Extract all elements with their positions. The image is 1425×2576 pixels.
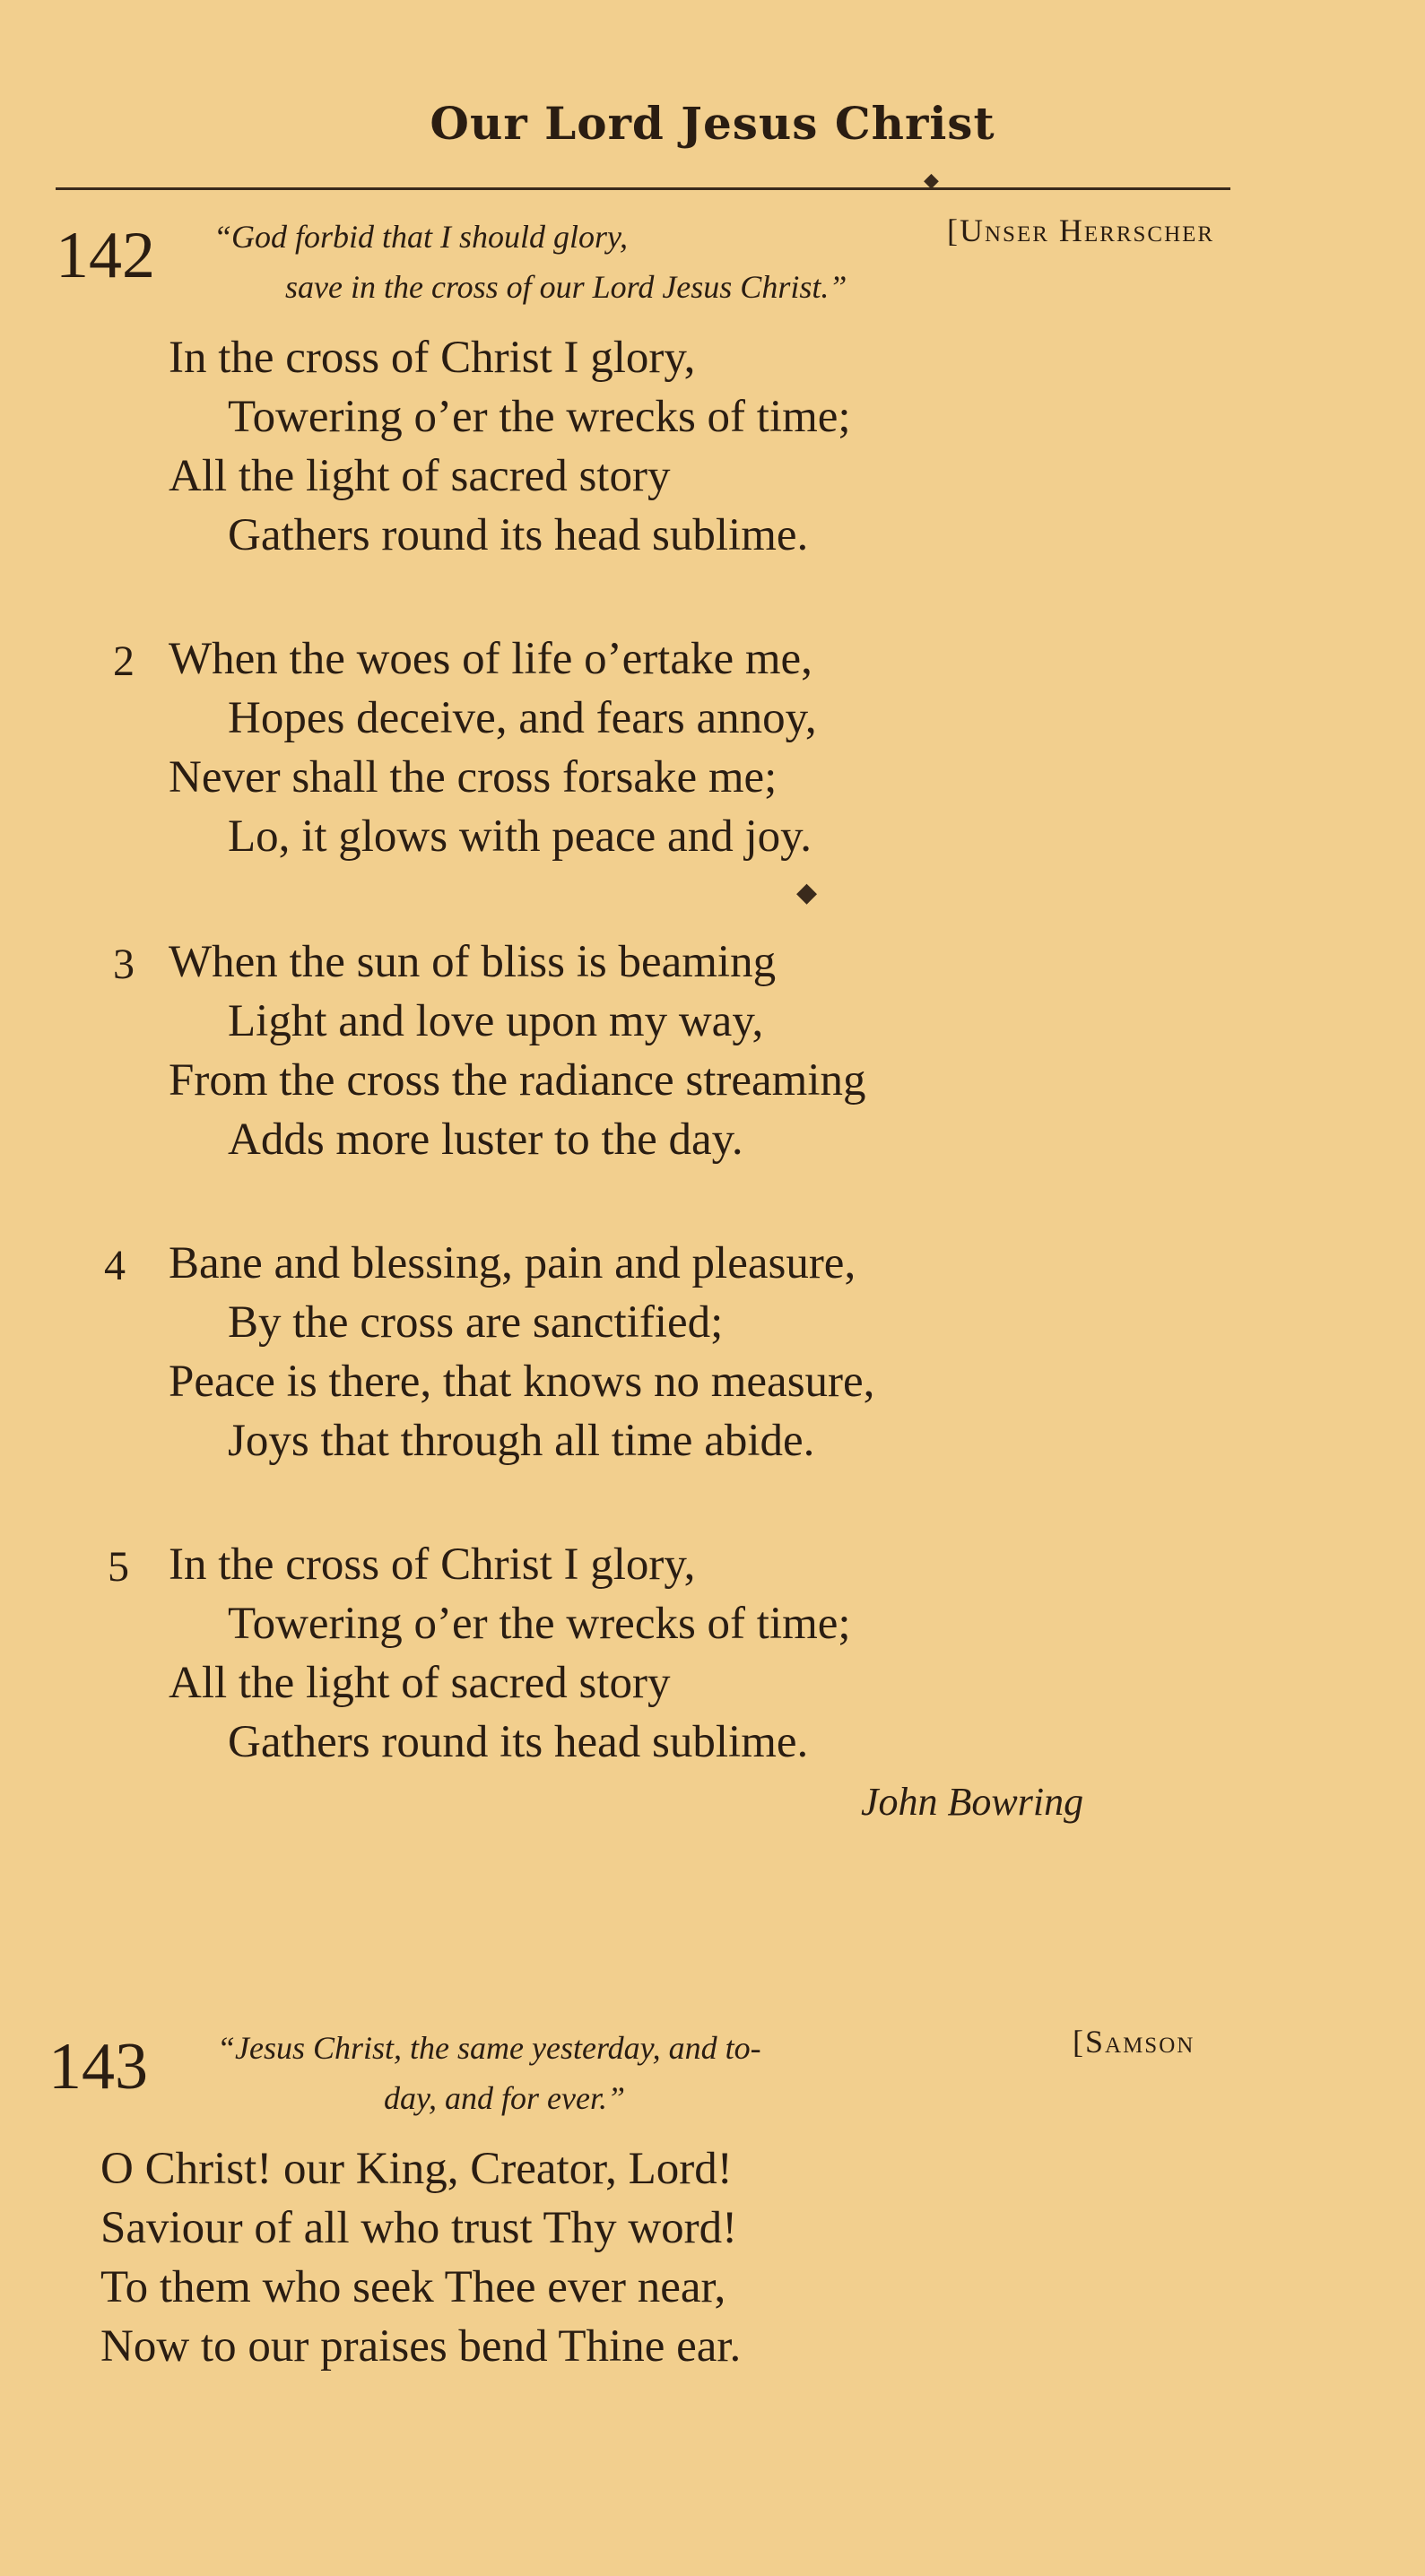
verse-line: Towering o’er the wrecks of time;	[228, 392, 851, 442]
stanza-number: 4	[104, 1242, 126, 1289]
hymn-epigraph-line2: day, and for ever.”	[384, 2080, 625, 2116]
verse-line: Joys that through all time abide.	[228, 1416, 815, 1466]
ornament-dot-icon: ◆	[924, 169, 939, 191]
ornament-icon: ◆	[796, 878, 818, 907]
verse-line: Hopes deceive, and fears annoy,	[228, 693, 817, 743]
verse-line: Gathers round its head sublime.	[228, 1717, 809, 1767]
verse-line: Gathers round its head sublime.	[228, 510, 809, 560]
verse-line: When the woes of life o’ertake me,	[169, 634, 812, 684]
running-title: Our Lord Jesus Christ	[430, 97, 995, 150]
stanza-number: 3	[113, 941, 135, 988]
verse-line: Never shall the cross forsake me;	[169, 752, 778, 802]
verse-line: By the cross are sanctified;	[228, 1297, 724, 1348]
hymn-epigraph-line1: “God forbid that I should glory,	[213, 219, 629, 255]
verse-line: Lo, it glows with peace and joy.	[228, 811, 812, 862]
hymn-author: John Bowring	[861, 1780, 1084, 1824]
hymn-number: 142	[56, 219, 155, 292]
header-rule	[56, 187, 1230, 190]
verse-line: Bane and blessing, pain and pleasure,	[169, 1238, 856, 1288]
hymn-number: 143	[48, 2030, 148, 2103]
stanza-number: 2	[113, 637, 135, 685]
verse-line: When the sun of bliss is beaming	[169, 937, 777, 987]
verse-line: Adds more luster to the day.	[228, 1115, 743, 1165]
verse-line: All the light of sacred story	[169, 451, 671, 501]
verse-line: From the cross the radiance streaming	[169, 1055, 866, 1106]
tune-name: [Unser Herrscher	[947, 212, 1215, 248]
verse-line: In the cross of Christ I glory,	[169, 1540, 696, 1590]
hymn-epigraph-line2: save in the cross of our Lord Jesus Christ.”	[285, 269, 847, 305]
verse-line: Towering o’er the wrecks of time;	[228, 1599, 851, 1649]
verse-line: All the light of sacred story	[169, 1658, 671, 1708]
hymn-epigraph-line1: “Jesus Christ, the same yesterday, and to-	[217, 2030, 761, 2066]
verse-line: Light and love upon my way,	[228, 996, 764, 1046]
verse-line: Peace is there, that knows no measure,	[169, 1357, 875, 1407]
verse-line: Now to our praises bend Thine ear.	[100, 2321, 742, 2372]
stanza-number: 5	[108, 1543, 129, 1591]
tune-name: [Samson	[1073, 2024, 1195, 2060]
verse-line: In the cross of Christ I glory,	[169, 333, 696, 383]
verse-line: To them who seek Thee ever near,	[100, 2262, 726, 2312]
verse-line: Saviour of all who trust Thy word!	[100, 2203, 738, 2253]
verse-line: O Christ! our King, Creator, Lord!	[100, 2144, 733, 2194]
